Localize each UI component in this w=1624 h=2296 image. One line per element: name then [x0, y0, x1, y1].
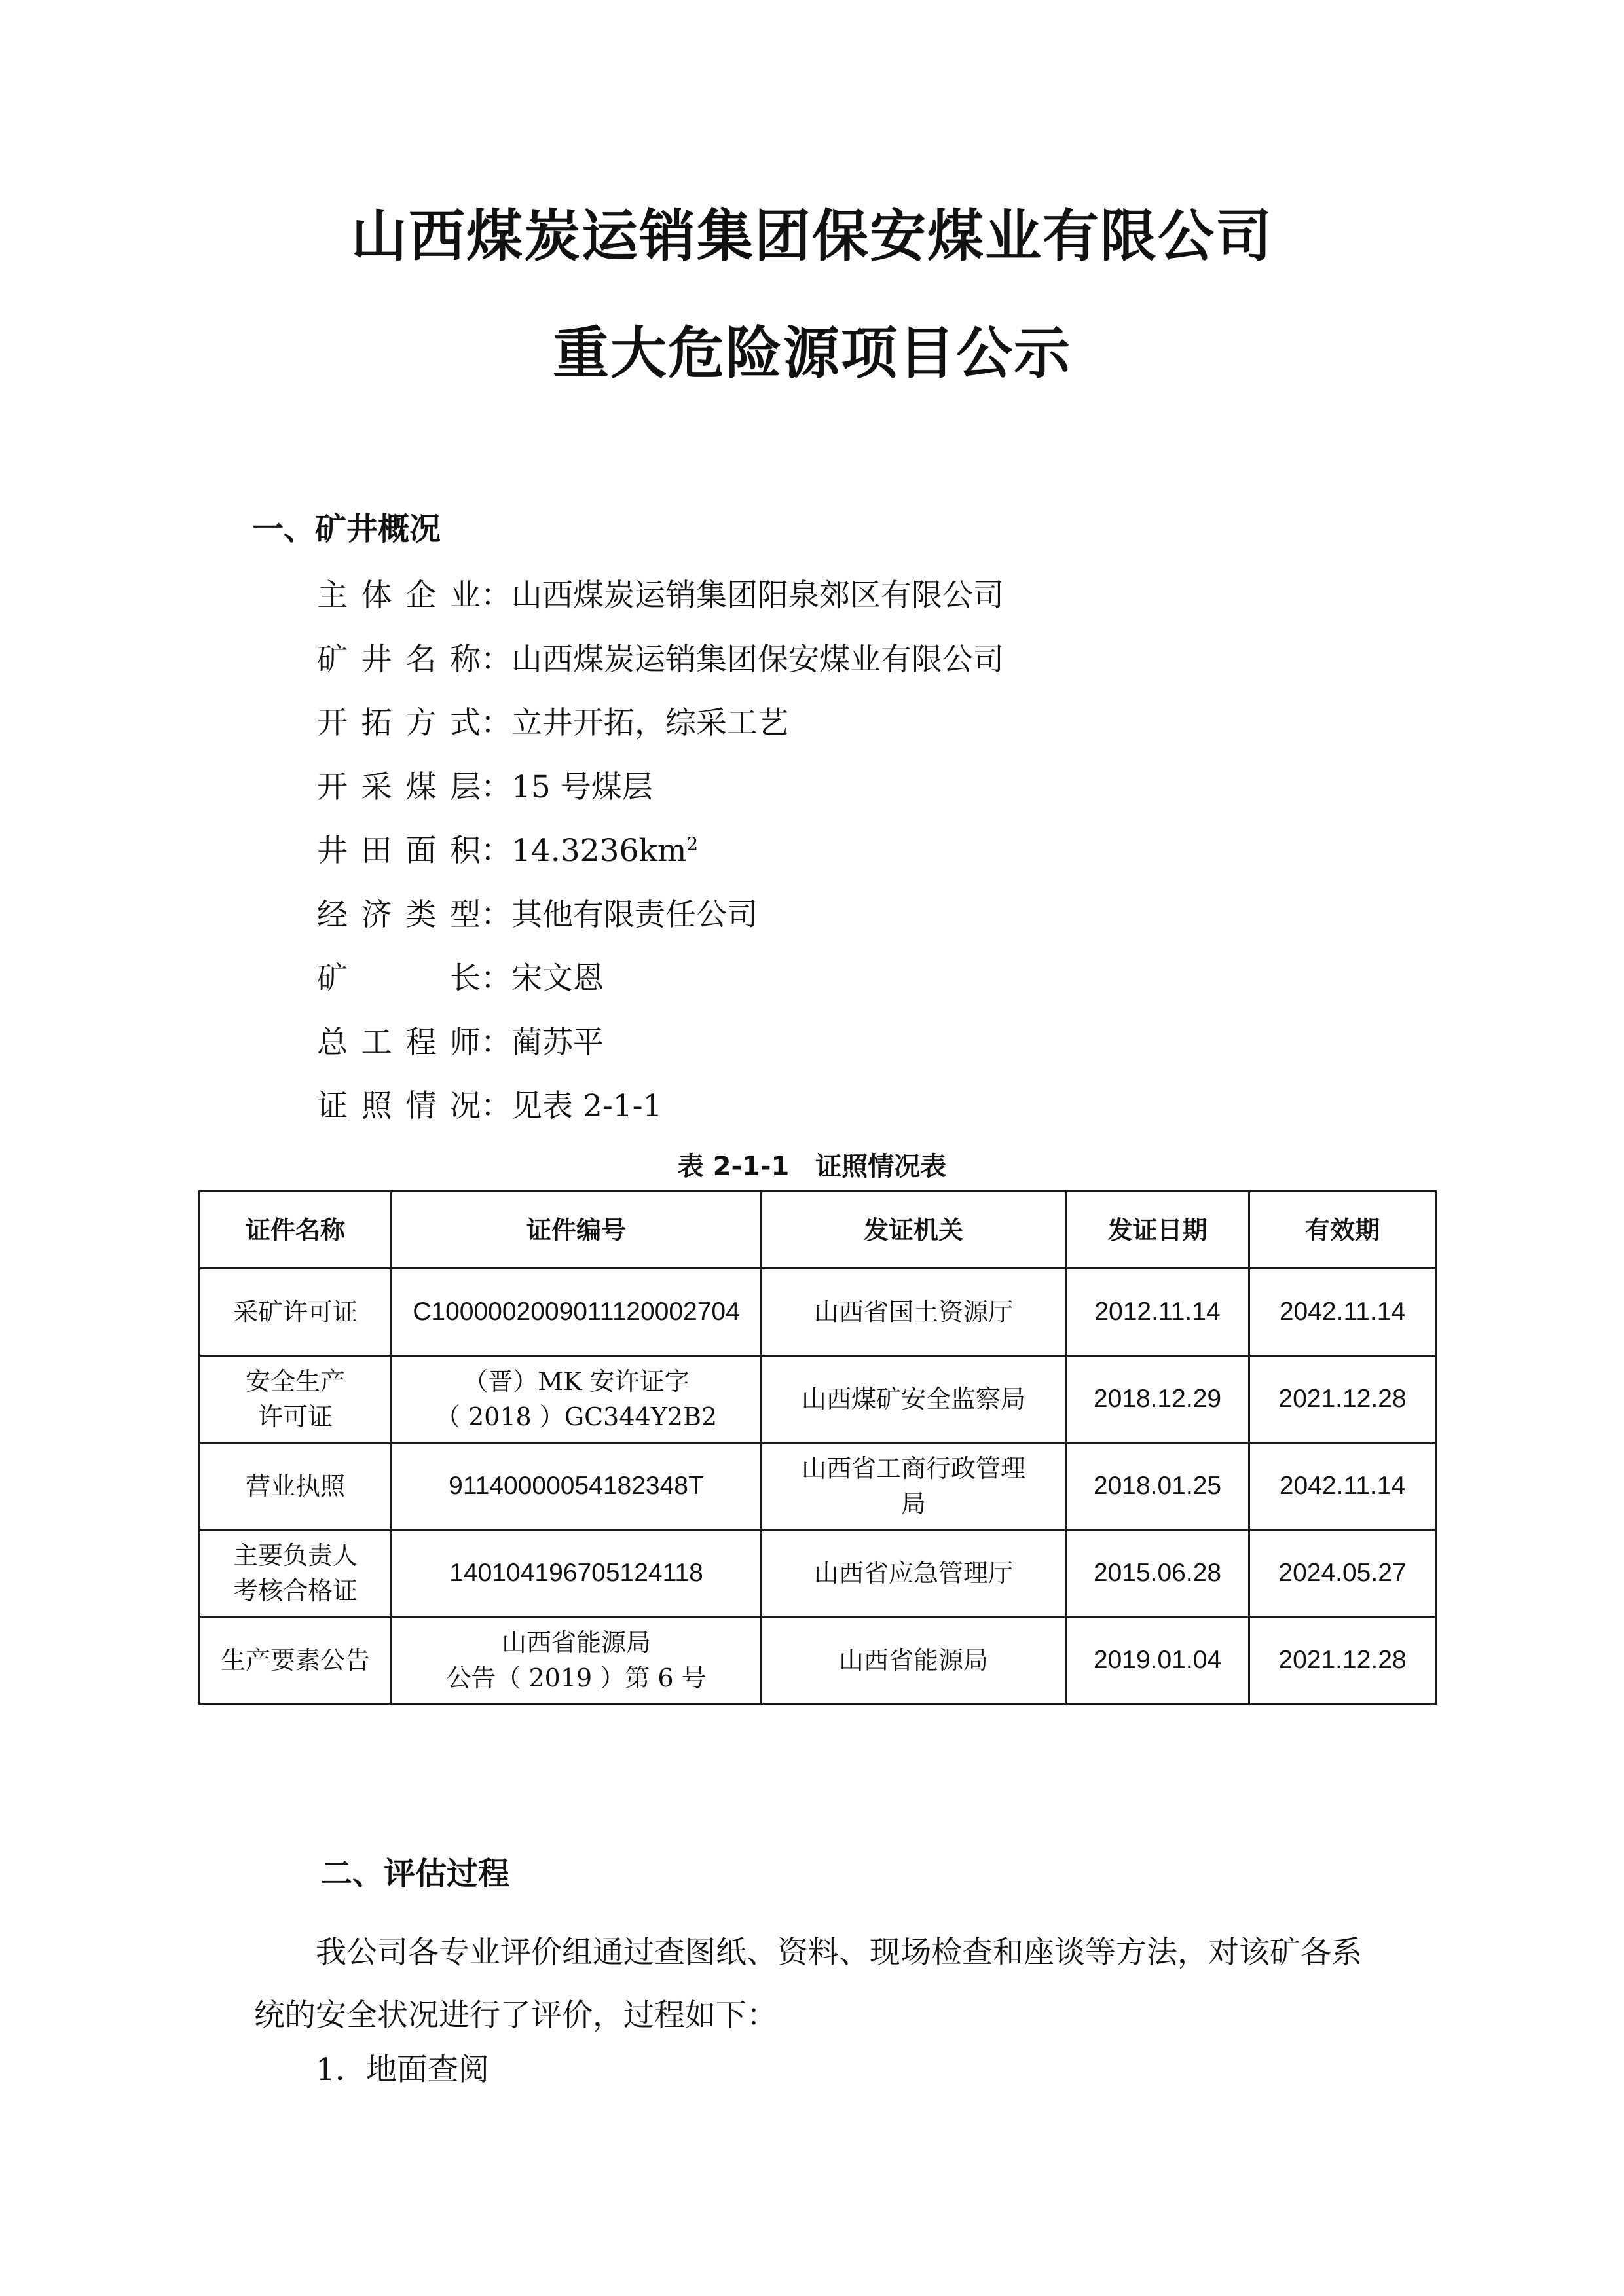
table-header-row — [200, 1192, 1436, 1269]
table-cell: 2042.11.14 — [1249, 1269, 1436, 1356]
info-colon: ： — [481, 833, 511, 869]
mine-info-list — [317, 576, 1004, 1151]
area-unit-superscript: 2 — [686, 833, 699, 855]
info-row-coal-seam — [317, 768, 1004, 832]
info-row-economic-type — [317, 896, 1004, 960]
table-cell: 山西省能源局 公告（ 2019 ）第 6 号 — [392, 1617, 762, 1704]
table-cell: 2024.05.27 — [1249, 1530, 1436, 1617]
table-cell: 采矿许可证 — [200, 1269, 392, 1356]
info-value: 其他有限责任公司 — [511, 896, 758, 933]
table-row — [200, 1443, 1436, 1530]
info-row-chief-engineer — [317, 1023, 1004, 1087]
info-value — [511, 831, 698, 871]
area-value: 14.3236km — [511, 833, 687, 869]
info-label: 矿长 — [317, 960, 481, 996]
table-cell: 2021.12.28 — [1249, 1356, 1436, 1443]
info-colon: ： — [481, 705, 511, 741]
info-label: 开拓方式 — [317, 705, 481, 741]
info-label: 主体企业 — [317, 577, 481, 613]
table-row — [200, 1356, 1436, 1443]
table-cell: 营业执照 — [200, 1443, 392, 1530]
info-label: 经济类型 — [317, 896, 481, 933]
table-cell: 生产要素公告 — [200, 1617, 392, 1704]
table-cell: 2018.01.25 — [1066, 1443, 1249, 1530]
info-value: 见表 2-1-1 — [511, 1088, 663, 1124]
info-value: 立井开拓，综采工艺 — [511, 705, 788, 741]
table-cell: 山西省工商行政管理 局 — [762, 1443, 1066, 1530]
info-label: 证照情况 — [317, 1088, 481, 1124]
table-cell: 安全生产 许可证 — [200, 1356, 392, 1443]
info-value: 山西煤炭运销集团保安煤业有限公司 — [511, 641, 1004, 678]
info-colon: ： — [481, 1024, 511, 1061]
table-row — [200, 1269, 1436, 1356]
column-header: 发证日期 — [1066, 1192, 1249, 1269]
document-subtitle: 重大危险源项目公示 — [553, 321, 1071, 386]
info-colon: ： — [481, 641, 511, 678]
info-value: 15 号煤层 — [511, 769, 653, 805]
column-header: 证件编号 — [392, 1192, 762, 1269]
info-colon: ： — [481, 1088, 511, 1124]
table-cell: 91140000054182348T — [392, 1443, 762, 1530]
info-value: 山西煤炭运销集团阳泉郊区有限公司 — [511, 577, 1004, 613]
info-value: 宋文恩 — [511, 960, 604, 996]
table-cell: 2042.11.14 — [1249, 1443, 1436, 1530]
evaluation-paragraph: 我公司各专业评价组通过查图纸、资料、现场检查和座谈等方法，对该矿各系统的安全状况进行了评价，过程如下： — [254, 1935, 1362, 2033]
info-row-mine-manager — [317, 959, 1004, 1023]
table-cell: 山西省应急管理厅 — [762, 1530, 1066, 1617]
info-row-field-area — [317, 831, 1004, 896]
table-cell: 2018.12.29 — [1066, 1356, 1249, 1443]
info-label: 井田面积 — [317, 833, 481, 869]
document-title: 山西煤炭运销集团保安煤业有限公司 — [351, 204, 1273, 269]
info-row-licenses — [317, 1087, 1004, 1151]
table-row — [200, 1530, 1436, 1617]
column-header: 发证机关 — [762, 1192, 1066, 1269]
section-heading-mine-overview: 一、矿井概况 — [252, 511, 441, 547]
table-cell: 2019.01.04 — [1066, 1617, 1249, 1704]
table-cell: 2012.11.14 — [1066, 1269, 1249, 1356]
table-body — [200, 1269, 1436, 1704]
table-cell: 山西省能源局 — [762, 1617, 1066, 1704]
column-header: 有效期 — [1249, 1192, 1436, 1269]
license-table — [198, 1190, 1437, 1705]
subsection-ground-review: 1．地面查阅 — [316, 2052, 489, 2088]
info-row-main-enterprise — [317, 576, 1004, 640]
info-row-mine-name — [317, 640, 1004, 704]
table-cell: C1000002009011120002704 — [392, 1269, 762, 1356]
section-heading-evaluation-process: 二、评估过程 — [321, 1855, 510, 1892]
info-label: 矿井名称 — [317, 641, 481, 678]
table-cell: 2021.12.28 — [1249, 1617, 1436, 1704]
info-label: 总工程师 — [317, 1024, 481, 1061]
table-cell: 2015.06.28 — [1066, 1530, 1249, 1617]
info-row-development-method — [317, 704, 1004, 768]
info-colon: ： — [481, 960, 511, 996]
info-value: 蔺苏平 — [511, 1024, 604, 1061]
table-cell: （晋）MK 安许证字 （ 2018 ）GC344Y2B2 — [392, 1356, 762, 1443]
table-cell: 140104196705124118 — [392, 1530, 762, 1617]
table-cell: 山西省国土资源厅 — [762, 1269, 1066, 1356]
column-header: 证件名称 — [200, 1192, 392, 1269]
info-colon: ： — [481, 769, 511, 805]
info-label: 开采煤层 — [317, 769, 481, 805]
table-row — [200, 1617, 1436, 1704]
table-caption: 表 2-1-1 证照情况表 — [677, 1152, 947, 1182]
table-cell: 主要负责人 考核合格证 — [200, 1530, 392, 1617]
info-colon: ： — [481, 896, 511, 933]
table-cell: 山西煤矿安全监察局 — [762, 1356, 1066, 1443]
info-colon: ： — [481, 577, 511, 613]
